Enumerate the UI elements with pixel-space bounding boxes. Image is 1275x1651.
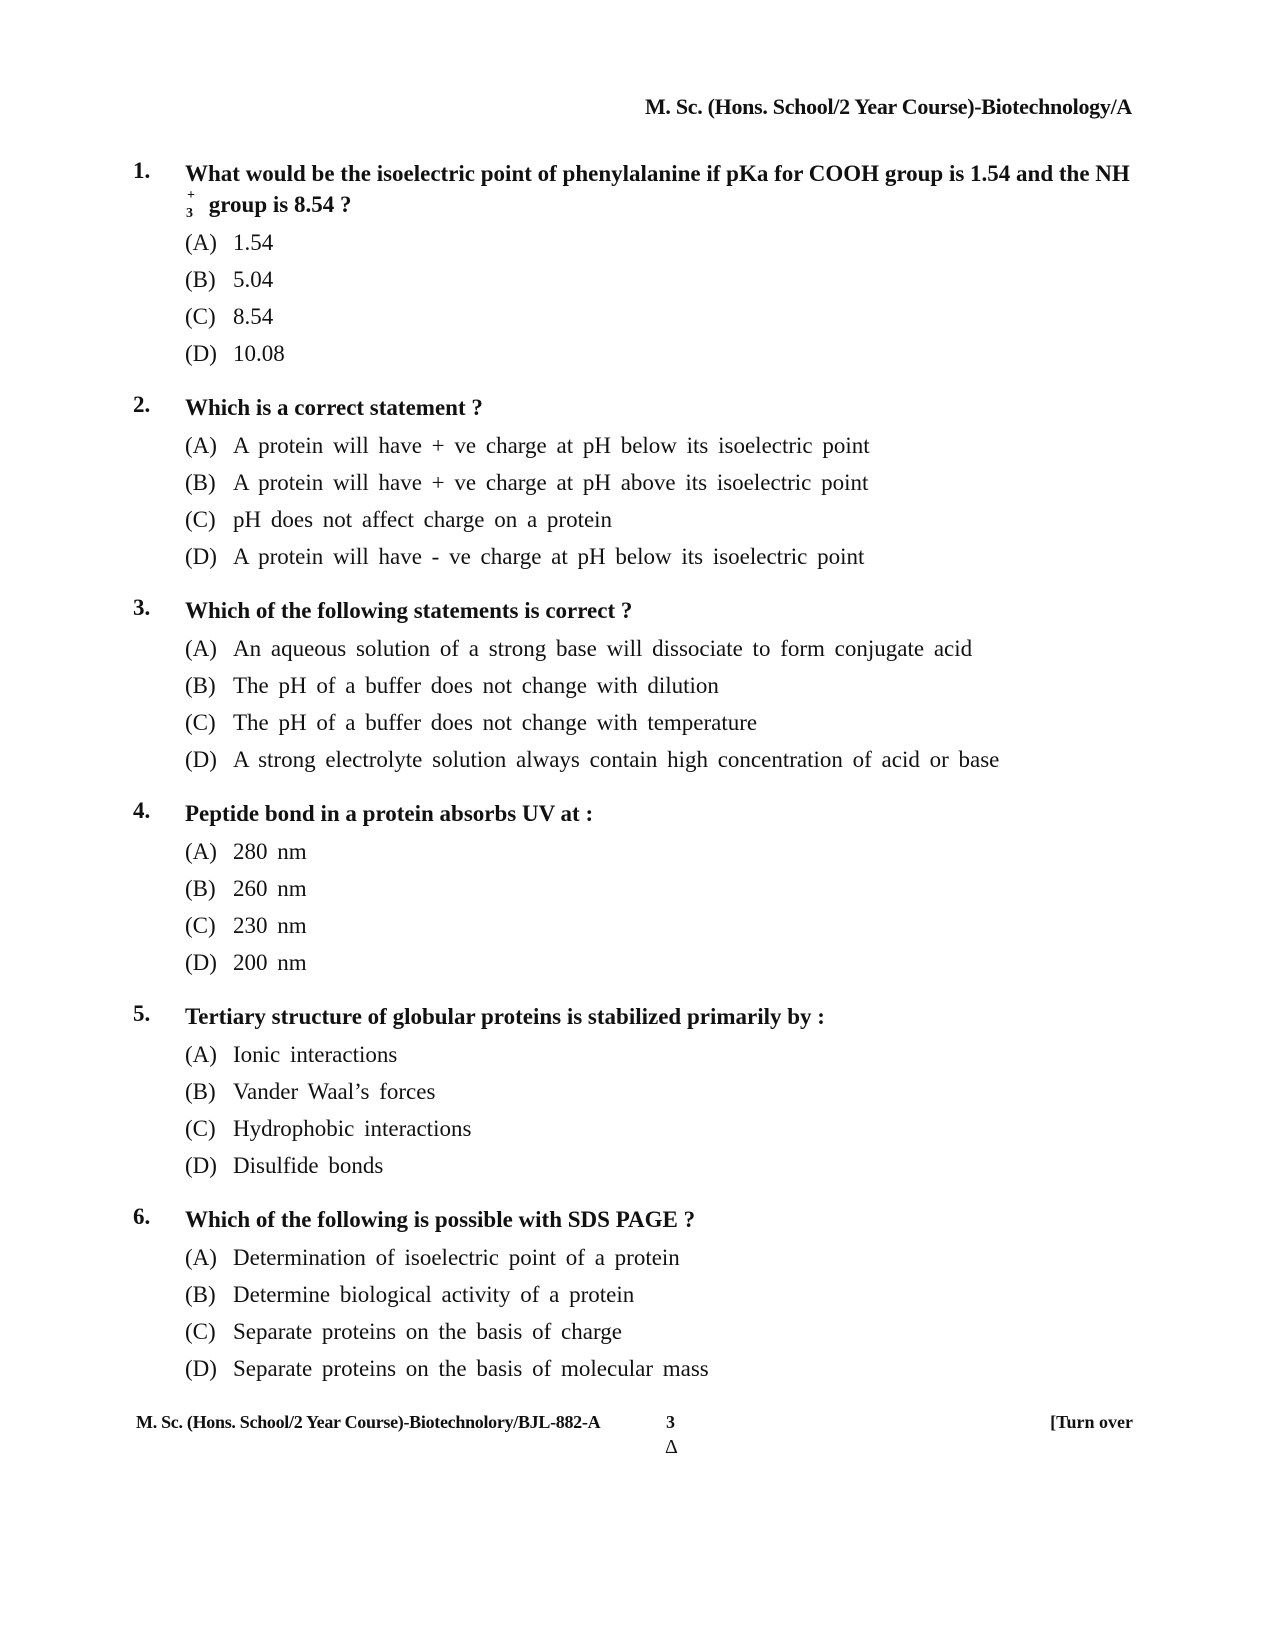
question-number: 4.: [133, 798, 151, 823]
option-label: (B): [185, 876, 216, 901]
option-label: (B): [185, 267, 216, 292]
option-text: 200 nm: [233, 950, 307, 975]
option-label: (D): [185, 1153, 217, 1178]
option-text: Vander Waal’s forces: [233, 1079, 436, 1104]
page-number: 3: [666, 1412, 675, 1432]
option-b: [185, 667, 1143, 704]
option-b: [185, 1276, 1143, 1313]
option-label: (A): [185, 636, 217, 661]
question-5: [133, 1001, 1143, 1184]
option-text: 8.54: [233, 304, 274, 329]
question-number: 3.: [133, 595, 151, 620]
option-text: 10.08: [233, 341, 285, 366]
question-text: Which of the following is possible with SDS PAGE ?: [185, 1207, 696, 1232]
option-text: Separate proteins on the basis of charge: [233, 1319, 622, 1344]
option-list: [185, 1239, 1143, 1387]
option-text: 260 nm: [233, 876, 307, 901]
option-label: (C): [185, 913, 216, 938]
option-d: [185, 538, 1143, 575]
question-text: [185, 158, 1143, 220]
option-text: A strong electrolyte solution always contain high concentration of acid or base: [233, 747, 1000, 772]
option-label: (B): [185, 1282, 216, 1307]
option-list: [185, 427, 1143, 575]
option-a: [185, 630, 1143, 667]
option-label: (A): [185, 230, 217, 255]
option-label: (C): [185, 507, 216, 532]
option-text: pH does not affect charge on a protein: [233, 507, 613, 532]
option-text: Separate proteins on the basis of molecular mass: [233, 1356, 709, 1381]
option-label: (A): [185, 1042, 217, 1067]
question-4: [133, 798, 1143, 981]
option-list: [185, 224, 1143, 372]
option-c: [185, 298, 1143, 335]
option-label: (B): [185, 1079, 216, 1104]
option-a: [185, 1036, 1143, 1073]
question-text: Tertiary structure of globular proteins is stabilized primarily by :: [185, 1004, 825, 1029]
option-b: [185, 261, 1143, 298]
option-d: [185, 1147, 1143, 1184]
footer-paper-code: M. Sc. (Hons. School/2 Year Course)-Biotechnolory/BJL-882-A: [136, 1412, 601, 1432]
option-text: Ionic interactions: [233, 1042, 398, 1067]
option-b: [185, 870, 1143, 907]
option-c: [185, 1313, 1143, 1350]
question-text-part: group is 8.54 ?: [203, 192, 352, 217]
option-a: [185, 1239, 1143, 1276]
option-text: Determine biological activity of a protein: [233, 1282, 635, 1307]
question-2: [133, 392, 1143, 575]
turn-over-label: [Turn over: [1050, 1412, 1133, 1432]
option-label: (D): [185, 950, 217, 975]
option-label: (A): [185, 433, 217, 458]
question-number: 1.: [133, 158, 151, 183]
question-3: [133, 595, 1143, 778]
option-d: [185, 741, 1143, 778]
option-text: The pH of a buffer does not change with dilution: [233, 673, 719, 698]
option-b: [185, 1073, 1143, 1110]
option-text: 280 nm: [233, 839, 307, 864]
option-a: [185, 427, 1143, 464]
option-b: [185, 464, 1143, 501]
option-label: (C): [185, 1319, 216, 1344]
option-a: [185, 833, 1143, 870]
question-text: Which is a correct statement ?: [185, 395, 483, 420]
option-text: Disulfide bonds: [233, 1153, 384, 1178]
question-number: 6.: [133, 1204, 151, 1229]
nh3-subscript-superscript: [185, 188, 203, 221]
option-c: [185, 1110, 1143, 1147]
page-header: M. Sc. (Hons. School/2 Year Course)-Biotechnology/A: [644, 94, 1132, 119]
option-list: [185, 1036, 1143, 1184]
question-text-part: What would be the isoelectric point of phenylalanine if pKa for COOH group is 1.54 and the NH: [185, 161, 1130, 186]
option-list: [185, 630, 1143, 778]
option-text: A protein will have + ve charge at pH below its isoelectric point: [233, 433, 870, 458]
option-label: (C): [185, 710, 216, 735]
option-text: 5.04: [233, 267, 274, 292]
option-text: Determination of isoelectric point of a protein: [233, 1245, 680, 1270]
option-text: 230 nm: [233, 913, 307, 938]
superscript: +: [187, 188, 195, 203]
option-label: (D): [185, 544, 217, 569]
question-text: Peptide bond in a protein absorbs UV at :: [185, 801, 594, 826]
option-label: (C): [185, 1116, 216, 1141]
option-label: (A): [185, 1245, 217, 1270]
question-list: [133, 158, 1143, 1407]
option-text: Hydrophobic interactions: [233, 1116, 472, 1141]
option-label: (D): [185, 341, 217, 366]
option-label: (C): [185, 304, 216, 329]
option-text: 1.54: [233, 230, 274, 255]
option-label: (D): [185, 747, 217, 772]
question-number: 2.: [133, 392, 151, 417]
option-label: (B): [185, 673, 216, 698]
option-label: (B): [185, 470, 216, 495]
question-text: Which of the following statements is correct ?: [185, 598, 633, 623]
option-list: [185, 833, 1143, 981]
option-text: The pH of a buffer does not change with temperature: [233, 710, 758, 735]
option-text: A protein will have - ve charge at pH below its isoelectric point: [233, 544, 865, 569]
option-label: (D): [185, 1356, 217, 1381]
subscript: 3: [186, 206, 193, 221]
option-a: [185, 224, 1143, 261]
option-text: An aqueous solution of a strong base will dissociate to form conjugate acid: [233, 636, 973, 661]
question-number: 5.: [133, 1001, 151, 1026]
question-1: [133, 158, 1143, 372]
option-c: [185, 907, 1143, 944]
option-d: [185, 335, 1143, 372]
delta-symbol: Δ: [665, 1436, 678, 1458]
option-d: [185, 944, 1143, 981]
option-d: [185, 1350, 1143, 1387]
question-6: [133, 1204, 1143, 1387]
option-label: (A): [185, 839, 217, 864]
option-c: [185, 704, 1143, 741]
option-c: [185, 501, 1143, 538]
option-text: A protein will have + ve charge at pH above its isoelectric point: [233, 470, 869, 495]
